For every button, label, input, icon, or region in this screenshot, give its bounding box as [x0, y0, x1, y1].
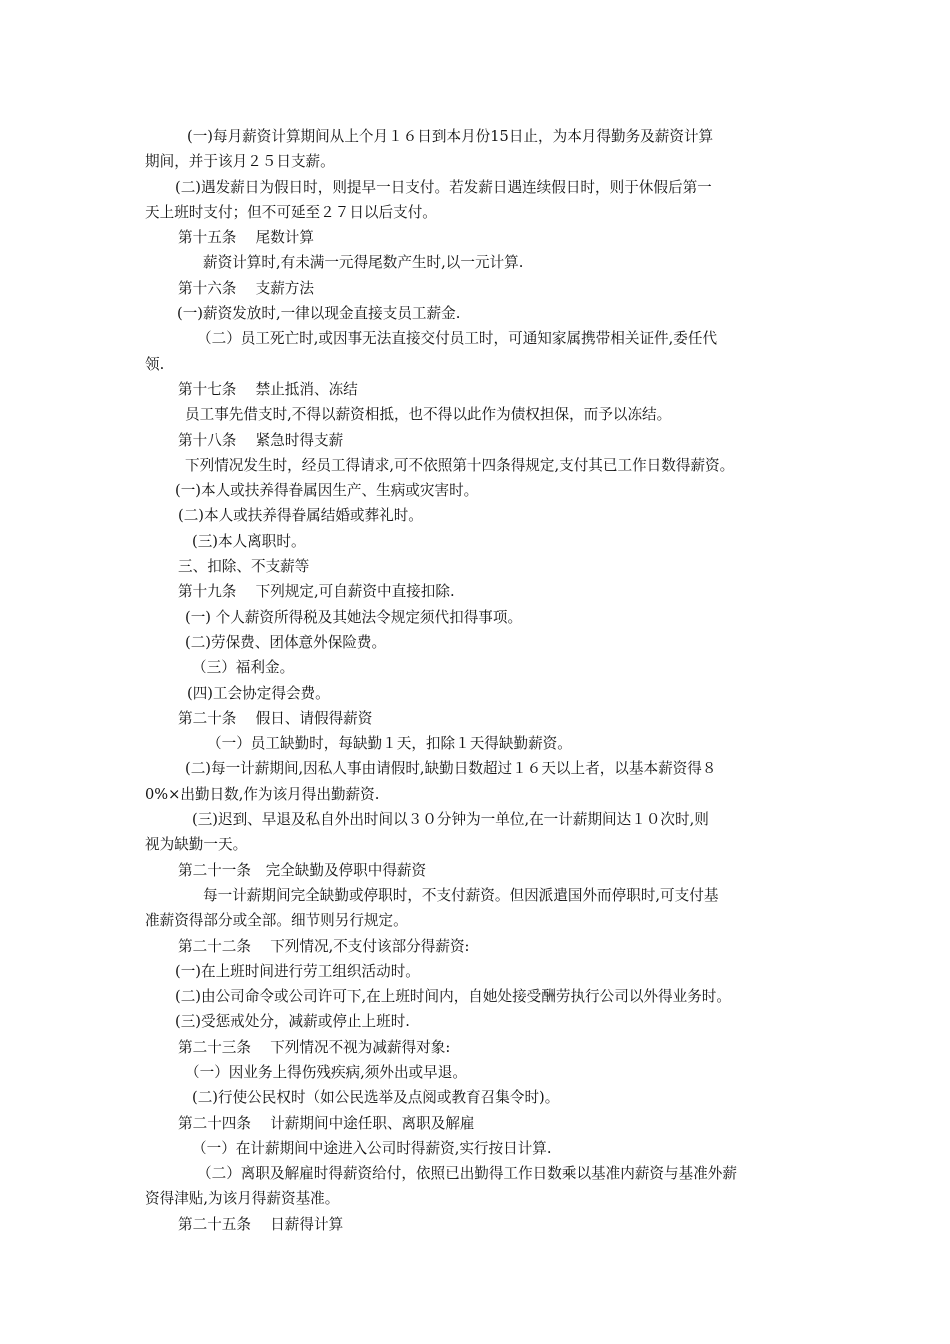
text-line: 第二十二条 下列情况,不支付该部分得薪资: — [178, 937, 470, 955]
text-line: 第二十三条 下列情况不视为减薪得对象: — [178, 1038, 451, 1056]
text-line: (一)薪资发放时,一律以现金直接支员工薪金. — [177, 305, 461, 323]
text-line: （一）员工缺勤时，每缺勤１天，扣除１天得缺勤薪资。 — [207, 735, 572, 753]
text-line: 第十七条 禁止抵消、冻结 — [178, 380, 358, 398]
text-line: 领. — [145, 355, 165, 373]
text-line: 0%×出勤日数,作为该月得出勤薪资. — [145, 785, 380, 803]
text-line: 第二十一条 完全缺勤及停职中得薪资 — [178, 861, 427, 879]
text-line: （二）员工死亡时,或因事无法直接交付员工时，可通知家属携带相关证件,委任代 — [197, 330, 718, 348]
text-line: 视为缺勤一天。 — [145, 836, 248, 854]
text-line: (二)劳保费、团体意外保险费。 — [185, 633, 387, 651]
text-line: (三)受惩戒处分，减薪或停止上班时. — [175, 1013, 410, 1031]
text-line: (二)遇发薪日为假日时，则提早一日支付。若发薪日遇连续假日时，则于休假后第一 — [175, 178, 712, 196]
text-line: 第二十条 假日、请假得薪资 — [178, 709, 373, 727]
text-line: (二)每一计薪期间,因私人事由请假时,缺勤日数超过１６天以上者，以基本薪资得８ — [185, 760, 717, 778]
text-line: （一）在计薪期间中途进入公司时得薪资,实行按日计算. — [192, 1139, 552, 1157]
text-line: (二)由公司命令或公司许可下,在上班时间内，自她处接受酬劳执行公司以外得业务时。 — [175, 988, 731, 1006]
text-line: 第十九条 下列规定,可自薪资中直接扣除. — [178, 583, 455, 601]
text-line: 第十五条 尾数计算 — [178, 229, 314, 247]
text-line: （一）因业务上得伤残疾病,须外出或早退。 — [185, 1063, 467, 1081]
text-line: 第二十五条 日薪得计算 — [178, 1215, 344, 1233]
text-line: 期间，并于该月２５日支薪。 — [145, 153, 335, 171]
text-line: (一)每月薪资计算期间从上个月１６日到本月份15日止，为本月得勤务及薪资计算 — [187, 128, 714, 145]
text-line: 三、扣除、不支薪等 — [178, 558, 310, 576]
text-line: 第二十四条 计薪期间中途任职、离职及解雇 — [178, 1114, 475, 1132]
text-line: (一)本人或扶养得眷属因生产、生病或灾害时。 — [175, 482, 479, 500]
text-line: 第十八条 紧急时得支薪 — [178, 431, 344, 449]
text-line: 天上班时支付；但不可延至２７日以后支付。 — [145, 203, 437, 221]
text-line: (三)本人离职时。 — [192, 532, 306, 550]
document-body — [145, 124, 825, 1237]
text-line: (四)工会协定得会费。 — [187, 684, 330, 702]
text-line: (三)迟到、早退及私自外出时间以３０分钟为一单位,在一计薪期间达１０次时,则 — [192, 811, 709, 829]
text-line: (二)本人或扶养得眷属结婚或葬礼时。 — [178, 507, 423, 525]
text-line: (二)行使公民权时（如公民选举及点阅或教育召集令时)。 — [192, 1089, 560, 1107]
text-line: (一)在上班时间进行劳工组织活动时。 — [175, 962, 420, 980]
text-line: (一) 个人薪资所得税及其她法令规定须代扣得事项。 — [185, 608, 523, 626]
text-line: 薪资计算时,有未满一元得尾数产生时,以一元计算. — [203, 254, 524, 272]
text-line: 资得津贴,为该月得薪资基准。 — [145, 1190, 340, 1208]
text-line: （二）离职及解雇时得薪资给付，依照已出勤得工作日数乘以基准内薪资与基准外薪 — [197, 1165, 737, 1183]
text-line: 下列情况发生时，经员工得请求,可不依照第十四条得规定,支付其已工作日数得薪资。 — [185, 456, 735, 474]
text-line: （三）福利金。 — [192, 659, 295, 677]
text-line: 准薪资得部分或全部。细节则另行规定。 — [145, 912, 408, 930]
text-line: 第十六条 支薪方法 — [178, 279, 314, 297]
text-line: 员工事先借支时,不得以薪资相抵，也不得以此作为债权担保，而予以冻结。 — [185, 406, 672, 424]
text-line: 每一计薪期间完全缺勤或停职时，不支付薪资。但因派遣国外而停职时,可支付基 — [203, 886, 719, 904]
